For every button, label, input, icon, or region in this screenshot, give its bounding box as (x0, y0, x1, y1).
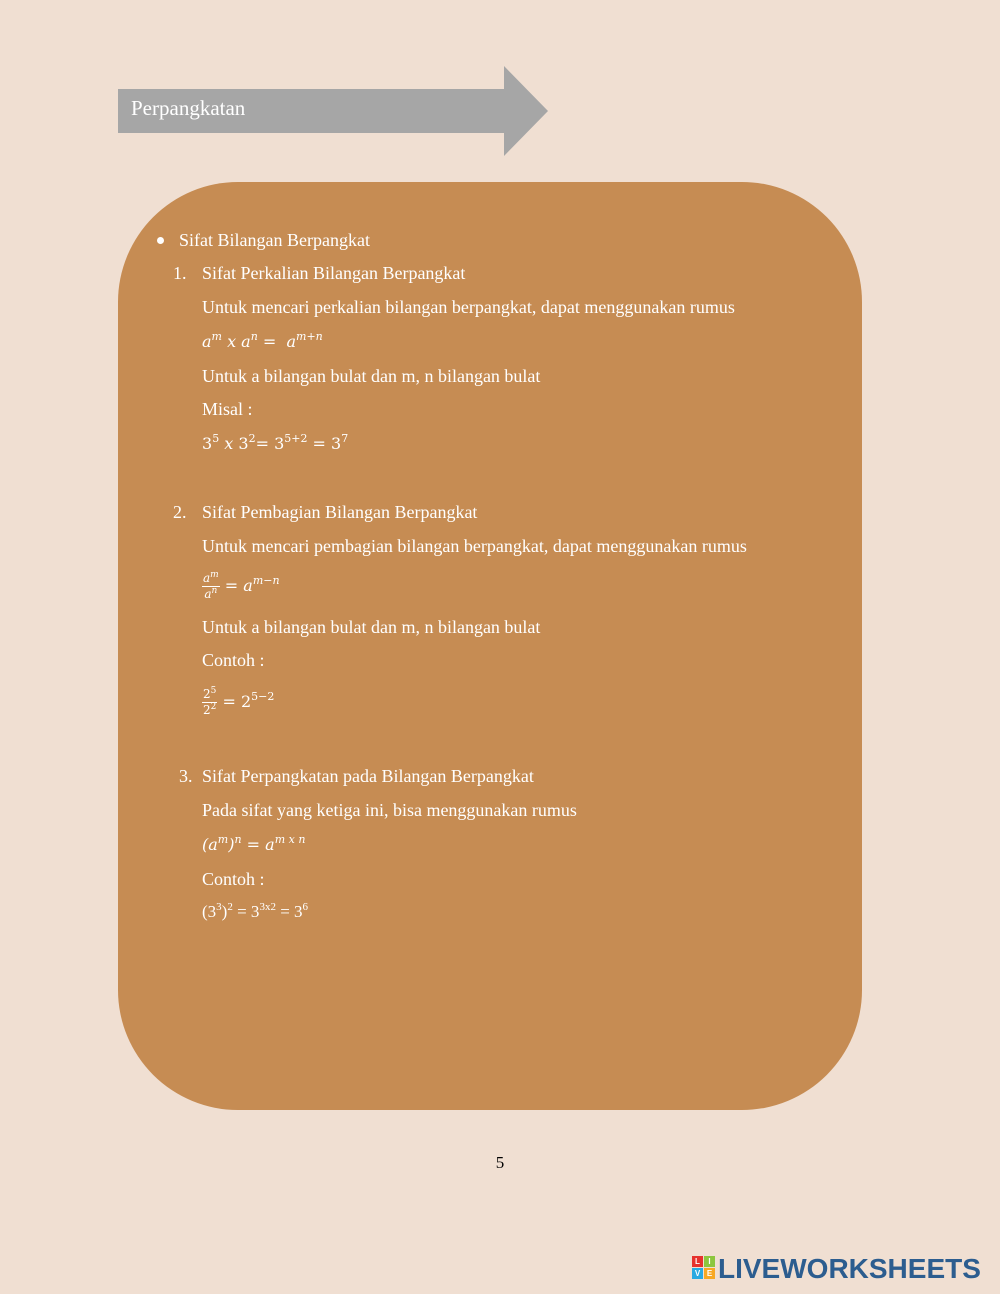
item-1-formula: $a^m$ x $a^n = a^{m+n}$ (202, 330, 323, 351)
page-number: 5 (495, 1153, 505, 1172)
item-1-title: Sifat Perkalian Bilangan Berpangkat (202, 263, 466, 283)
logo-text: LIVEWORKSHEETS (718, 1253, 981, 1284)
item-2-number: 2. (173, 502, 187, 522)
item-1-example: $3^5$ x $3^2= 3^{5+2} = 3^7$ (202, 432, 349, 453)
item-3-example: $(3^3)^2 = 3^{3x2} = 3^6$ (202, 901, 309, 921)
formula-fraction: $\frac{a^m}{a^n}$ (203, 570, 219, 601)
section-title: Sifat Bilangan Berpangkat (179, 230, 370, 250)
example-fraction: $\frac{2^5}{2^2}$ (203, 686, 217, 717)
item-2-example: $\frac{2^5}{2^2}$ = $2^{5-2}$ (203, 686, 275, 717)
title-arrow-banner (118, 66, 550, 156)
logo-grid-icon: L I V E (692, 1256, 716, 1280)
item-3-formula: $(a^m)^n = a^{m x n}$ (202, 833, 306, 854)
item-2-example-label: Contoh : (202, 650, 265, 670)
item-3-example-label: Contoh : (202, 869, 265, 889)
item-3-number: 3. (179, 766, 193, 786)
bullet-point (157, 237, 164, 244)
item-1-number: 1. (173, 263, 187, 283)
item-2-formula: $\frac{a^m}{a^n}$ = $a^{m-n}$ (203, 570, 280, 601)
item-3-title: Sifat Perpangkatan pada Bilangan Berpangkat (202, 766, 534, 786)
item-2-title: Sifat Pembagian Bilangan Berpangkat (202, 502, 478, 522)
page-title: Perpangkatan (131, 96, 246, 120)
content-card (118, 182, 862, 1110)
item-2-intro: Untuk mencari pembagian bilangan berpangkat, dapat menggunakan rumus (202, 536, 747, 556)
item-3-intro: Pada sifat yang ketiga ini, bisa menggunakan rumus (202, 800, 577, 820)
item-2-condition: Untuk a bilangan bulat dan m, n bilangan bulat (202, 617, 541, 637)
item-1-intro: Untuk mencari perkalian bilangan berpangkat, dapat menggunakan rumus (202, 297, 735, 317)
item-1-condition: Untuk a bilangan bulat dan m, n bilangan bulat (202, 366, 541, 386)
item-1-example-label: Misal : (202, 399, 253, 419)
